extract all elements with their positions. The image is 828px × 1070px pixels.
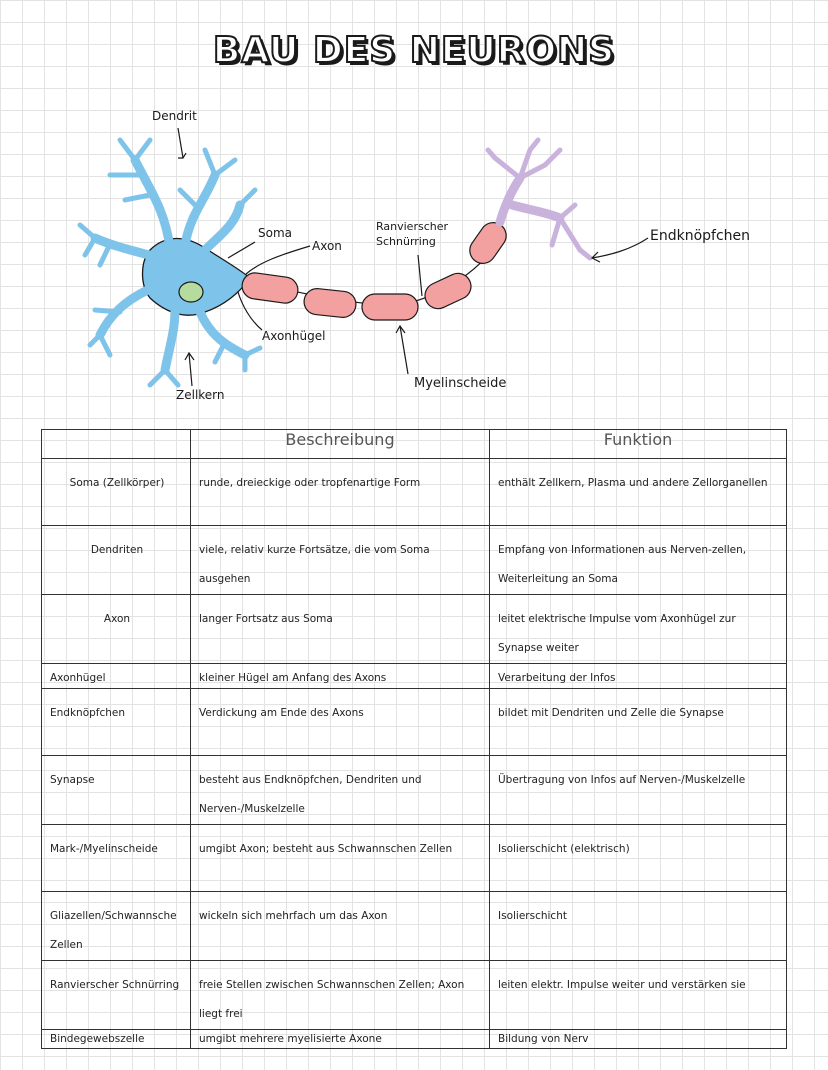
pointer-lines xyxy=(178,128,648,386)
row-beschreibung: kleiner Hügel am Anfang des Axons xyxy=(191,664,490,689)
row-term: Ranvierscher Schnürring xyxy=(42,961,191,1030)
label-dendrit: Dendrit xyxy=(152,109,197,123)
row-beschreibung: viele, relativ kurze Fortsätze, die vom Soma ausgehen xyxy=(191,526,490,595)
row-term: Soma (Zellkörper) xyxy=(42,459,191,526)
row-term: Dendriten xyxy=(42,526,191,595)
row-term: Bindegewebszelle xyxy=(42,1030,191,1049)
table-row xyxy=(42,459,787,526)
label-zellkern: Zellkern xyxy=(176,388,225,402)
page-title: BAU DES NEURONS xyxy=(212,30,616,71)
table-row xyxy=(42,526,787,595)
row-funktion: Isolierschicht (elektrisch) xyxy=(490,825,787,892)
row-funktion: enthält Zellkern, Plasma und andere Zellorganellen xyxy=(490,459,787,526)
row-funktion: Übertragung von Infos auf Nerven-/Muskelzelle xyxy=(490,756,787,825)
label-soma: Soma xyxy=(258,226,293,240)
label-myelinscheide: Myelinscheide xyxy=(414,376,507,391)
table-row xyxy=(42,1030,787,1049)
row-funktion: Bildung von Nerv xyxy=(490,1030,787,1049)
table-header-row xyxy=(42,430,787,459)
label-ranvier-2: Schnürring xyxy=(376,235,436,248)
neuron-table xyxy=(41,429,787,1049)
label-axonhuegel: Axonhügel xyxy=(262,329,326,343)
table-row xyxy=(42,664,787,689)
table-header-beschreibung: Beschreibung xyxy=(191,430,490,459)
label-ranvier-1: Ranvierscher xyxy=(376,220,449,233)
neuron-diagram xyxy=(0,90,828,410)
table-row xyxy=(42,892,787,961)
soma-shape xyxy=(143,238,251,315)
row-funktion: Isolierschicht xyxy=(490,892,787,961)
table-row xyxy=(42,689,787,756)
row-beschreibung: Verdickung am Ende des Axons xyxy=(191,689,490,756)
table-header-funktion: Funktion xyxy=(490,430,787,459)
row-funktion: Empfang von Informationen aus Nerven-zellen, Weiterleitung an Soma xyxy=(490,526,787,595)
table-row xyxy=(42,961,787,1030)
nucleus-shape xyxy=(179,282,203,302)
table-header-empty xyxy=(42,430,191,459)
row-beschreibung: langer Fortsatz aus Soma xyxy=(191,595,490,664)
row-term: Gliazellen/Schwannsche Zellen xyxy=(42,892,191,961)
row-term: Synapse xyxy=(42,756,191,825)
label-endknoepfchen: Endknöpfchen xyxy=(650,228,751,244)
row-beschreibung: wickeln sich mehrfach um das Axon xyxy=(191,892,490,961)
row-term: Axon xyxy=(42,595,191,664)
row-funktion: leiten elektr. Impulse weiter und verstärken sie xyxy=(490,961,787,1030)
row-term: Axonhügel xyxy=(42,664,191,689)
row-beschreibung: umgibt mehrere myelisierte Axone xyxy=(191,1030,490,1049)
row-term: Mark-/Myelinscheide xyxy=(42,825,191,892)
table-row xyxy=(42,756,787,825)
row-funktion: Verarbeitung der Infos xyxy=(490,664,787,689)
row-term: Endknöpfchen xyxy=(42,689,191,756)
row-funktion: leitet elektrische Impulse vom Axonhügel zur Synapse weiter xyxy=(490,595,787,664)
row-beschreibung: runde, dreieckige oder tropfenartige Form xyxy=(191,459,490,526)
row-beschreibung: freie Stellen zwischen Schwannschen Zellen; Axon liegt frei xyxy=(191,961,490,1030)
table-row xyxy=(42,825,787,892)
row-funktion: bildet mit Dendriten und Zelle die Synapse xyxy=(490,689,787,756)
row-beschreibung: besteht aus Endknöpfchen, Dendriten und Nerven-/Muskelzelle xyxy=(191,756,490,825)
row-beschreibung: umgibt Axon; besteht aus Schwannschen Zellen xyxy=(191,825,490,892)
label-axon: Axon xyxy=(312,239,342,253)
table-row xyxy=(42,595,787,664)
